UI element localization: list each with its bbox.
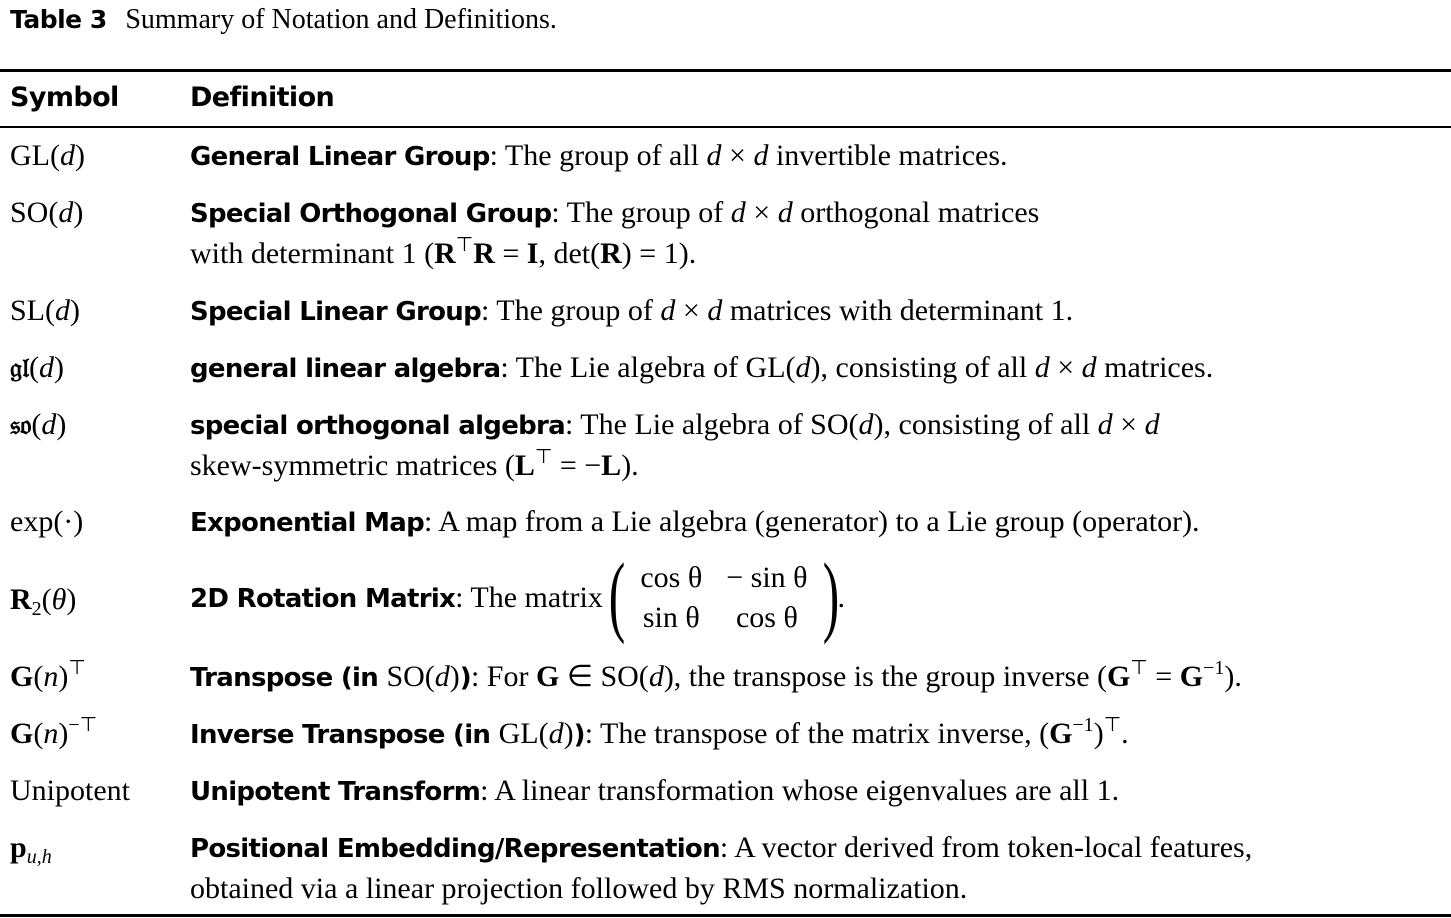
header-rule	[0, 126, 1451, 128]
definition-cell: general linear algebra: The Lie algebra of GL(d), consisting of all d × d matrices.	[190, 351, 1214, 384]
symbol-cell: Unipotent	[10, 774, 130, 807]
column-header-symbol: Symbol	[10, 82, 119, 113]
symbol-cell: SL(d)	[10, 294, 80, 327]
definition-cell: Inverse Transpose (in GL(d)): The transpose of the matrix inverse, $(G^{-1})^⊤$.	[190, 714, 1129, 750]
definition-cell: special orthogonal algebra: The Lie algebra of SO(d), consisting of all d × d skew-symmetric matrices (L⊤ = −L).	[190, 408, 1160, 482]
term: special orthogonal algebra	[190, 411, 566, 441]
symbol-cell: G(n)−⊤	[10, 714, 98, 750]
term: General Linear Group	[190, 142, 490, 172]
table-label: Table 3	[10, 5, 107, 34]
definition-cell: Unipotent Transform: A linear transformation whose eigenvalues are all 1.	[190, 774, 1120, 807]
term: Positional Embedding/Representation	[190, 834, 720, 864]
symbol-cell: exp(·)	[10, 505, 84, 538]
bottom-rule	[0, 914, 1451, 917]
symbol-cell: $p_{u,h}$	[10, 831, 52, 868]
term: 2D Rotation Matrix	[190, 583, 456, 614]
symbol-cell: $R_2(\theta)$	[10, 583, 77, 620]
symbol-cell: G(n)⊤	[10, 657, 86, 693]
term: Unipotent Transform	[190, 777, 481, 807]
term: general linear algebra	[190, 354, 501, 384]
symbol-cell: 𝔰𝔬(d)	[10, 408, 67, 441]
definition-cell: Special Orthogonal Group: The group of d × d orthogonal matrices with determinant 1 (R⊤R = I, det(R) = 1).	[190, 196, 1040, 270]
term: Special Linear Group	[190, 297, 481, 327]
symbol-cell: SO(d)	[10, 196, 84, 229]
column-header-definition: Definition	[190, 82, 335, 113]
definition-cell: General Linear Group: The group of all d × d invertible matrices.	[190, 139, 1008, 172]
definition-cell: Positional Embedding/Representation: A vector derived from token-local features, obtained via a linear projection followed by RMS normalization.	[190, 831, 1253, 905]
symbol-cell: 𝔤𝔩(d)	[10, 351, 64, 384]
term: Transpose (in SO(d))	[190, 660, 471, 693]
definition-cell: Transpose (in SO(d)): For G ∈ SO(d), the transpose is the group inverse $(G^⊤ = G^{-1})$.	[190, 657, 1242, 693]
symbol-cell: GL(d)	[10, 139, 85, 172]
definition-cell: 2D Rotation Matrix: The matrix ( cos θ − sin θ sin θ cos θ ) .	[190, 546, 846, 645]
definition-cell: Special Linear Group: The group of d × d matrices with determinant 1.	[190, 294, 1074, 327]
term: Exponential Map	[190, 508, 425, 538]
term: Special Orthogonal Group	[190, 199, 552, 229]
definition-cell: Exponential Map: A map from a Lie algebra (generator) to a Lie group (operator).	[190, 505, 1200, 538]
rotation-matrix: ( cos θ − sin θ sin θ cos θ )	[609, 546, 839, 645]
term: Inverse Transpose (in GL(d))	[190, 717, 585, 750]
top-rule	[0, 69, 1451, 72]
table-caption-text: Summary of Notation and Definitions.	[125, 4, 557, 35]
table-caption	[10, 2, 557, 38]
